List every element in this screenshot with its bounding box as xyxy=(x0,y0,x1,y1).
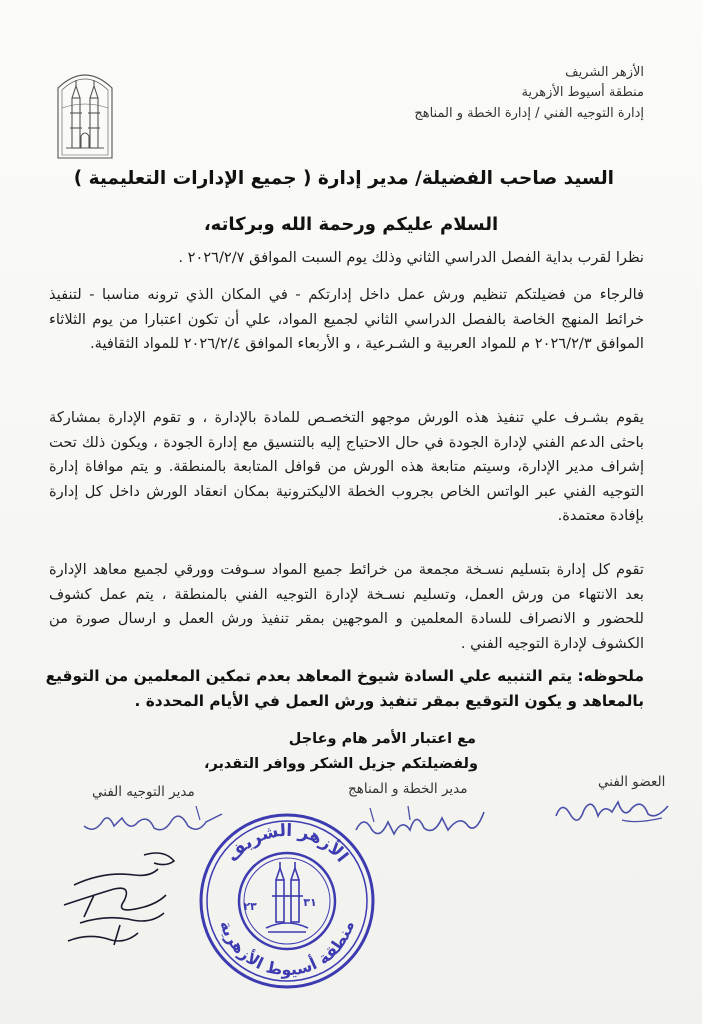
guidance-director-title: مدير التوجيه الفني xyxy=(92,784,195,800)
paragraph-workshops-request: فالرجاء من فضيلتكم تنظيم ورش عمل داخل إدارتكم - في المكان الذي ترونه مناسبا - لتنفيذ خرائط المنهج الخاصة بالفصل الدراسي الثاني لجميع المواد، علي أن تكون اعتبارا من يوم الثلاثاء الموافق ٢٠٢٦/٢/٣ م للمواد العربية و الشـرعية ، و الأربعاء الموافق ٢٠٢٦/٢/٤ للمواد الثقافية. xyxy=(49,286,644,352)
stamp-bottom-text: منطقة أسيوط الأزهرية xyxy=(216,918,358,980)
technical-member-title: العضو الفني xyxy=(598,774,666,790)
paragraph-supervision: يقوم بشـرف علي تنفيذ هذه الورش موجهو التخصـص للمادة بالإدارة ، و تقوم الإدارة بمشاركة باحثى الدعم الفني لإدارة الجودة في حال الاحتياج إليه بالتنسيق مع إدارة الجودة ، ويكون ذلك تحت إشراف مدير الإدارة، وسيتم متابعة هذه الورش من قوافل المتابعة بالمنطقة. و يتم موافاة إدارة التوجيه الفني عبر الواتس الخاص بجروب الخطة الاليكترونية بمكان انعقاد الورش داخل كل إدارة بإفادة معتمدة. xyxy=(49,409,644,524)
addressee-line: السيد صاحب الفضيلة/ مدير إدارة ( جميع الإدارات التعليمية ) xyxy=(73,168,614,189)
planning-director-title: مدير الخطة و المناهج xyxy=(348,781,468,797)
closing-urgent: مع اعتبار الأمر هام وعاجل xyxy=(288,731,476,747)
stamp-minaret-icon xyxy=(266,862,308,932)
svg-text:٢٣: ٢٣ xyxy=(243,900,257,913)
note-paragraph: ملحوظه: يتم التنبيه علي السادة شيوخ المعاهد بعدم تمكين المعلمين من التوقيع بالمعاهد و يكون التوقيع بمقر تنفيذ ورش العمل في الأيام المحددة . xyxy=(45,667,644,710)
handwritten-note-signature xyxy=(54,845,184,955)
header-region: منطقة أسيوط الأزهرية xyxy=(521,85,644,100)
greeting-line: السلام عليكم ورحمة الله وبركاته، xyxy=(203,214,499,235)
paragraph-delivery: تقوم كل إدارة بتسليم نسـخة مجمعة من خرائط جميع المواد سـوفت وورقي لجميع معاهد الإدارة بعد الانتهاء من ورش العمل، وتسليم نسـخة لإدارة التوجيه الفني بالمنطقة ، يتم عمل كشوف للحضور و الانصراف للسادة المعلمين و الموجهين بمقر تنفيذ ورش العمل و ارسال صورة من الكشوف لإدارة التوجيه الفني . xyxy=(49,561,644,652)
technical-member-signature xyxy=(552,790,672,830)
header-institution: الأزهر الشريف xyxy=(565,65,644,80)
official-stamp xyxy=(196,810,378,992)
closing-thanks: ولفضيلتكم جزيل الشكر ووافر التقدير، xyxy=(203,756,478,772)
svg-text:٣١: ٣١ xyxy=(303,896,317,909)
stamp-top-text: الأزهر الشريف xyxy=(222,820,352,867)
paragraph-start-date: نظرا لقرب بداية الفصل الدراسي الثاني وذلك يوم السبت الموافق ٢٠٢٦/٢/٧ . xyxy=(178,249,644,266)
header-department: إدارة التوجيه الفني / إدارة الخطة و المناهج xyxy=(414,106,644,121)
al-azhar-logo-icon xyxy=(52,58,118,162)
